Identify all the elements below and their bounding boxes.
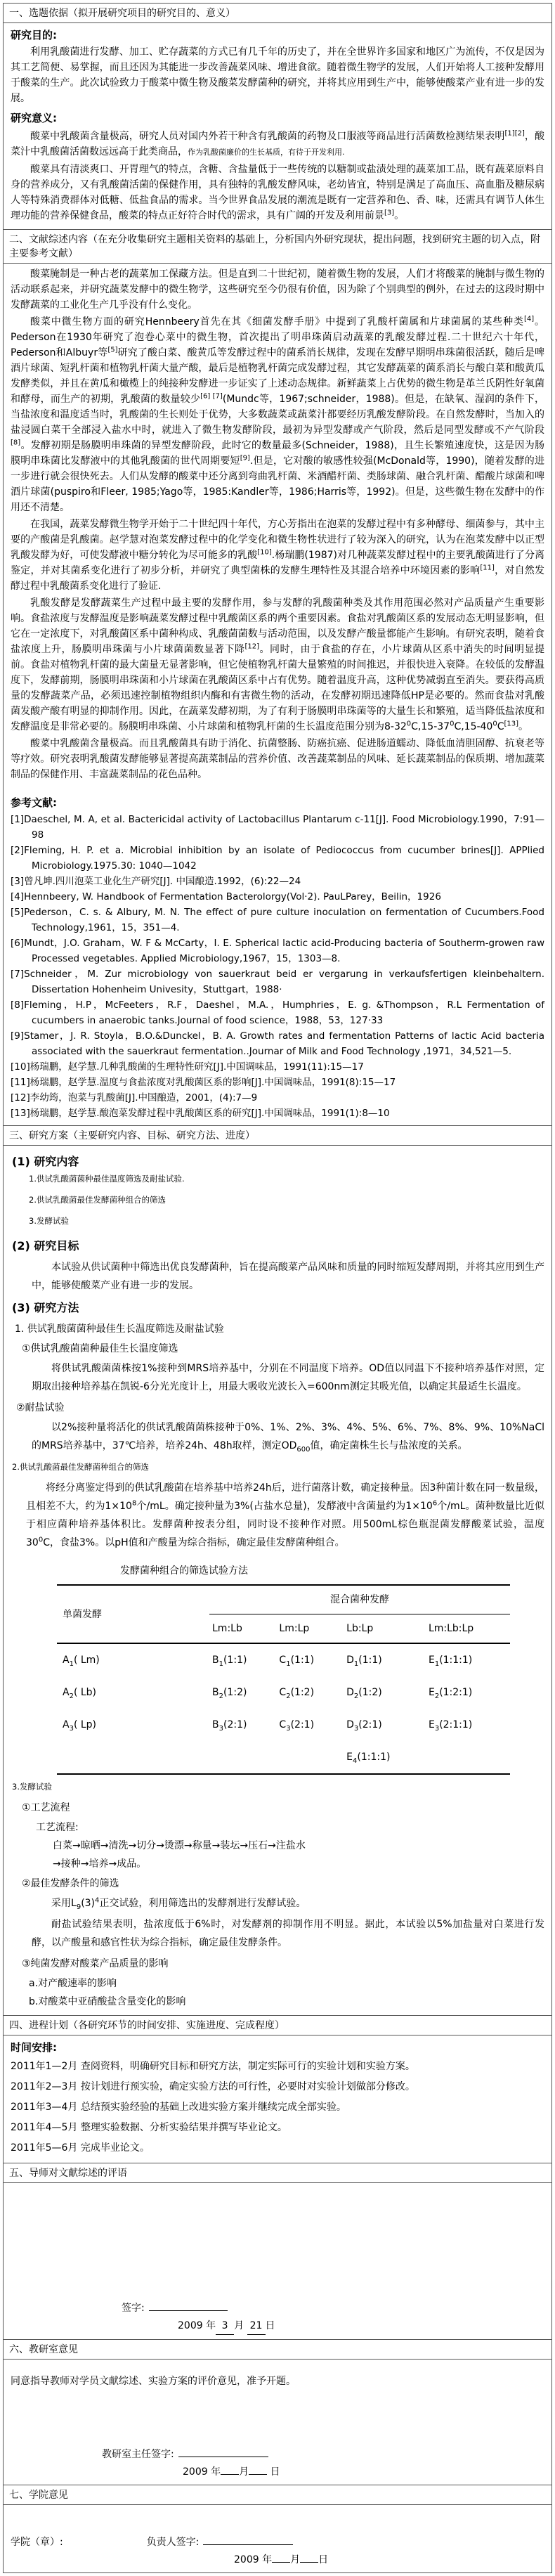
text-segment: C，食盐3%。以pH值和产酸量为综合指标，确定最佳发酵菌种组合。 — [43, 1537, 345, 1548]
cell-text: (1:2) — [358, 1687, 382, 1698]
table-cell — [276, 1643, 344, 1676]
cell-text: (2:1:1) — [439, 1719, 473, 1730]
section7-body — [4, 2505, 551, 2572]
sup-segment: 0 — [38, 1536, 44, 1544]
references-label: 参考文献: — [11, 796, 57, 809]
text-segment: 值，确定菌株生长与盐浓度的关系。 — [310, 1440, 468, 1451]
table-cell — [344, 1709, 426, 1741]
list-item: 2011年5—6月 完成毕业论文。 — [11, 2142, 150, 2154]
method1-title: 1. 供试乳酸菌菌种最佳生长温度筛选及耐盐试验 — [15, 1323, 224, 1335]
list-item: [1]Daeschel, M. A, et al. Bactericidal activity of Lactobacillus Plantarum c-11[J]. Food Microbiology.1990，7:91—98 — [11, 814, 544, 841]
table-row — [57, 1676, 510, 1709]
text-segment: 个/mL。菌种数量比近似于相应菌种培养基体积比。发酵菌种按表分组，同时设不接种作对照。用500mL棕色瓶混菌发酵酸菜试验，温度30 — [26, 1501, 544, 1548]
process-flow-line2: →接种→培养→成品。 — [53, 1858, 147, 1870]
sup-segment: [10] — [257, 548, 272, 557]
cell-text: (1:2:1) — [439, 1687, 473, 1698]
proposal-form — [3, 3, 552, 2573]
table-cell — [344, 1676, 426, 1709]
list-item: [3]曾凡坤.四川泡菜工业化生产研究[J]. 中国酿造.1992，(6):22—24 — [11, 876, 301, 887]
method3a-title: ①工艺流程 — [22, 1802, 70, 1813]
date-month-label: 月 — [239, 2466, 249, 2478]
list-item: [6]Mundt，J.O. Graham，W. F & McCarty，I. E. Spherical lactic acid-Producing bacteria of Southerm-growen raw Processed vegetables. Applied Microbiology,1967，15，1303—8. — [11, 938, 544, 964]
table-cell — [276, 1709, 344, 1741]
college-date-row — [11, 2551, 544, 2568]
sup-segment: [3] — [384, 209, 395, 217]
cell-text: 2 — [434, 1692, 440, 1700]
method1a-text: 将供试乳酸菌菌株按1%接种到MRS培养基中，分别在不同温度下培养。OD值以同温下不接种培养基作对照，定期取出接种培养基在凯锐-6分光光度计上，用最大吸收光波长入=600nm测定其吸光值，以确定其最适生长温度。 — [32, 1363, 544, 1392]
cell-text: 3 — [286, 1724, 291, 1733]
table-cell — [57, 1643, 209, 1676]
sup-segment: [9] — [240, 454, 250, 462]
text-segment: ，对自然发酵过程中乳酸菌系变化进行了验证. — [11, 565, 545, 592]
sup-segment: 4 — [95, 1896, 100, 1905]
method3b-text2: 耐盐试验结果表明，盐浓度低于6%时，对发酵剂的抑制作用不明显。据此，本试验以5%加盐量对白菜进行发酵，以产酸量和感官性状为综合指标，确定最佳发酵条件。 — [32, 1919, 544, 1948]
table-cell — [426, 1709, 510, 1741]
process-flow-label: 工艺流程: — [36, 1822, 79, 1833]
section2-body — [4, 264, 551, 1125]
date-month-label: 月 — [290, 2554, 301, 2565]
cell-text: (2:1) — [358, 1719, 382, 1730]
section5-header: 五、导师对文献综述的评语 — [4, 2163, 551, 2183]
list-item: [2]Fleming, H. P. et a. Microbial inhibition by an isolate of Pediococcus from cucumber brines[J]. APPlied Microbiology.1975.30: 1040—1042 — [11, 845, 544, 872]
method1b-text — [32, 1418, 544, 1455]
research-goal-text: 本试验从供试菌种中筛选出优良发酵菌种，旨在提高酸菜产品风味和质量的同时缩短发酵周期，并将其应用到生产中，能够使酸菜产业有进一步的发展。 — [32, 1262, 544, 1291]
date-year: 2009 年 — [183, 2466, 221, 2478]
cell-text: B — [212, 1719, 219, 1730]
cell-text: (1:1) — [223, 1655, 247, 1666]
table-cell — [209, 1741, 276, 1774]
text-segment: .杨瑞鹏(1987)对几种蔬菜发酵过程中的主要乳酸菌进行了分离鉴定，并对其菌系变化进行了初步分析，并研究了典型菌株的发酵生理特性及其混合培养中环境因素的影响 — [11, 550, 544, 576]
list-item: [9]Stamer，J. R. Stoyla，B.O.&Dunckel，B. A. Growth rates and fermentation Patterns of lactic Acid bacteria associated with the sauerkraut fermentation..Journar of Milk and Food Technology ,1971，34,521—5. — [11, 1030, 544, 1057]
text-segment: 在我国，蔬菜发酵微生物学开始于二十世纪四十年代，方心芳指出在泡菜的发酵过程中有多种酵母、细菌参与，其中主要的产酸菌是乳酸菌。赵学慧对泡菜发酵过程中的化学变化和微生物性状进行了较为深入的研究，认为在泡菜发酵中以正型乳酸发酵为好，可使发酵液中糖分转化为尽可能多的乳酸 — [11, 519, 544, 561]
list-item: [8]Fleming，H.P，McFeeters，R.F，Daeshel，M.A.，Humphries，E. g. &Thompson，R.L Fermentation of cucumbers in anaerobic tanks.Journal of food science，1988，53，127·33 — [11, 999, 544, 1026]
text-segment: C,15-40 — [454, 721, 493, 732]
sup-segment: [2] — [514, 129, 525, 138]
table-cell — [276, 1676, 344, 1709]
list-item: [12]李幼筠，泡菜与乳酸菌[J].中国酿造，2001，(4):7—9 — [11, 1092, 258, 1103]
method3c-title: ③纯菌发酵对酸菜产品质量的影响 — [22, 1958, 169, 1969]
column-header: Lm:Lp — [276, 1614, 344, 1644]
sup-segment: [13] — [504, 720, 519, 728]
list-item: [7]Schneider，M. Zur microbiology von sauerkraut beid er vergarung in verkaufsfertigen kleinbehaltern. Dissertation Hohenheim Univesity，Stuttgart，1988· — [11, 969, 544, 995]
significance-paragraph-2 — [11, 162, 544, 224]
date-month-label: 月 — [234, 2320, 244, 2331]
text-segment: 酸菜中乳酸菌含量极高。而且乳酸菌具有助于消化、抗菌整肠、防癌抗癌、促进肠道蠕动、降低血清胆固醇、抗衰老等等疗效。研究表明乳酸菌发酵能够显著提高蔬菜制品的营养价值、改善蔬菜制品的风味、延长蔬菜制品的保质期、增加蔬菜制品的保健作用、丰富蔬菜制品的花色品种。 — [11, 738, 544, 780]
table-cell — [426, 1643, 510, 1676]
combo-table-title: 发酵菌种组合的筛选试验方法 — [120, 1565, 248, 1577]
review-paragraph-4 — [11, 595, 544, 734]
text-segment: ，酸菜汁中乳酸菌活菌数远远高于此类商品， — [11, 131, 545, 157]
section-teaching-office-opinion — [4, 2340, 551, 2485]
sub-segment: 600 — [296, 1445, 311, 1454]
sup-segment: 6 — [432, 1499, 438, 1508]
cell-text: (1:2) — [290, 1687, 315, 1698]
research-significance-label: 研究意义: — [11, 112, 57, 124]
sup-segment: [8] — [11, 439, 21, 447]
sup-segment: [5] — [107, 346, 118, 354]
college-signature-row — [11, 2533, 544, 2551]
text-segment: 将经分离鉴定得到的供试乳酸菌在培养基中培养24h后，进行菌落计数，确定接种量。因3种菌计数在同一数量级，且相差不大，约为1×10 — [26, 1482, 544, 1512]
mixed-ferment-header: 混合菌种发酵 — [209, 1585, 510, 1614]
sup-segment: [6] [7] — [200, 392, 223, 401]
cell-text: (2:1) — [223, 1719, 247, 1730]
section3-body — [4, 1146, 551, 2015]
advisor-date-row — [11, 2317, 544, 2335]
sup-segment: [11] — [480, 564, 495, 572]
review-paragraph-1 — [11, 266, 544, 313]
signature-label: 签字: — [122, 2303, 145, 2314]
cell-text: (2:1) — [290, 1719, 315, 1730]
cell-text: 2 — [218, 1692, 223, 1700]
table-cell — [426, 1741, 510, 1774]
list-item: 2.供试乳酸菌最佳发酵菌种组合的筛选 — [29, 1195, 166, 1205]
research-content-items — [29, 1174, 544, 1226]
date-day-value — [249, 2474, 267, 2475]
list-item: [11]杨瑞鹏，赵学慧.温度与食盐浓度对乳酸菌区系的影响[J].中国调味品，1991(8):15—17 — [11, 1077, 396, 1088]
cell-text: D — [346, 1655, 354, 1666]
text-segment: C,15-37 — [411, 721, 450, 732]
cell-text: 4 — [353, 1756, 358, 1765]
cell-text: 1 — [434, 1659, 440, 1668]
signature-blank-line — [149, 2300, 228, 2311]
text-segment: 正交试验，利用筛选出的发酵剂进行发酵试验。 — [99, 1898, 306, 1909]
section3-header: 三、研究方案（主要研究内容、目标、研究方法、进度） — [4, 1126, 551, 1146]
cell-text: (1:1) — [358, 1655, 382, 1666]
method1a-title: ①供试乳酸菌菌种最佳生长温度筛选 — [22, 1343, 178, 1354]
table-row — [57, 1643, 510, 1676]
list-item: 2011年2—3月 按计划进行预实验，确定实验方法的可行性，必要时对实验计划做部分修改。 — [11, 2081, 415, 2092]
sup-segment: 0 — [406, 720, 412, 728]
section7-header: 七、学院意见 — [4, 2485, 551, 2505]
column-header: Lm:Lb:Lp — [426, 1614, 510, 1644]
text-segment: 。发酵初期是肠膜明串珠菌的异型发酵阶段，此时它的数量最多(Schneider，1988)，且生长繁殖速度快，这是因为肠膜明串珠菌比发酵液中的其他乳酸菌的世代周期要短 — [11, 440, 544, 467]
method3c-item-b: b.对酸菜中亚硝酸盐含量变化的影响 — [29, 1996, 186, 2007]
section-topic-basis — [4, 4, 551, 230]
cell-text: C — [279, 1655, 287, 1666]
table-cell — [57, 1676, 209, 1709]
cell-text: 3 — [353, 1724, 359, 1733]
cell-text: (1:1) — [290, 1655, 315, 1666]
cell-text: ( Lp) — [73, 1719, 97, 1730]
cell-text: (1:2) — [223, 1687, 247, 1698]
list-item: [13]杨瑞鹏，赵学慧.酸泡菜发酵过程中乳酸菌区系的研究[J].中国调味品，1991(1):8—10 — [11, 1108, 390, 1119]
cell-text: 3 — [218, 1724, 223, 1733]
sup-segment: [1] — [504, 129, 515, 138]
sup-segment: 8 — [131, 1499, 137, 1508]
cell-text: 3 — [69, 1724, 74, 1733]
list-item: 2011年3—4月 总结预实验经验的基础上改进实验方案并继续完成全部实验。 — [11, 2102, 346, 2113]
research-method-label: (3) 研究方法 — [12, 1301, 79, 1314]
text-segment: 酸菜中乳酸菌含量极高，研究人员对国内外若干种含有乳酸菌的药物及口服液等商品进行活菌数检测结果表明 — [30, 131, 505, 142]
text-segment: 酸菜中微生物方面的研究Hennbeery首先在其《细菌发酵手册》中提到了乳酸杆菌属和片球菌属的某些种类 — [30, 316, 524, 328]
date-day-label: 日 — [318, 2554, 329, 2565]
cell-text: D — [346, 1687, 354, 1698]
cell-text: C — [279, 1687, 287, 1698]
references-list — [11, 812, 544, 1121]
text-segment: (Mundc等，1967;schneider，1988)。但是，在缺氧、湿润的条件下，当盐浓度和温度适当时，乳酸菌的生长则处于优势，大多数蔬菜或蔬菜汁都要经历乳酸发酵阶段。在自然发酵时，当加入的盐浸圆白菜干全部浸入盐水中时，就进入了微生物发酵阶段，最初为异型发酵或产气阶段，然后是同型发酵或不产气阶段 — [11, 394, 544, 436]
text-segment: (3) — [81, 1898, 96, 1909]
list-item: 2011年1—2月 查阅资料，明确研究目标和研究方法，制定实际可行的实验计划和实验方案。 — [11, 2061, 415, 2072]
method2-title: 2.供试乳酸菌最佳发酵菌种组合的筛选 — [12, 1462, 149, 1472]
cell-text: ( Lb) — [73, 1687, 97, 1698]
method2-text — [26, 1479, 544, 1552]
cell-text: E — [428, 1687, 435, 1698]
combo-table — [57, 1584, 510, 1775]
table-cell — [344, 1741, 426, 1774]
date-day-value — [300, 2562, 318, 2563]
table-cell — [276, 1741, 344, 1774]
date-day-value: 21 — [247, 2317, 266, 2335]
list-item: [10]杨瑞鹏，赵学慧.几种乳酸菌的生理特性研究[J].中国调味品，1991(11):15—17 — [11, 1061, 364, 1073]
combo-table-wrap — [57, 1562, 510, 1775]
table-row — [57, 1585, 510, 1614]
small-segment: 作为乳酸菌廉价的生长基质，有待于开发利用. — [188, 148, 345, 157]
section6-body — [4, 2360, 551, 2485]
cell-text: B — [212, 1687, 219, 1698]
section-college-opinion — [4, 2485, 551, 2572]
single-ferment-header: 单菌发酵 — [57, 1585, 209, 1643]
text-segment: C — [497, 721, 504, 732]
sup-segment: [12] — [244, 642, 260, 651]
schedule-list — [11, 2057, 544, 2158]
signature-blank-line — [178, 2447, 268, 2457]
cell-text: E — [428, 1655, 435, 1666]
date-year: 2009 年 — [178, 2320, 216, 2331]
table-cell — [209, 1676, 276, 1709]
text-segment: 。同时，由于食盐的存在，小片球菌从区系中消失的时间明显提前。食盐对植物乳杆菌的最大菌量无显著影响，但它使植物乳杆菌大量繁殖的时间推迟，并很快进入衰降。在较低的发酵温度下，发酵前期，肠膜明串珠菌和小片球菌在乳酸菌区系中占有优势。随着温度升高，这种优势减弱直至消失。要获得高质量的发酵蔬菜产品，必须迅速控制植物组织内酶和有害微生物的活动，在发酵初期迅速降低HP是必要的。然而食盐对乳酸菌发酸产酸有明显的抑制作用。因此，在蔬菜发酵初期，为了有利于肠膜明串珠菌等的大量生长和繁殖，适当降低盐浓度和发酵温度是非常必要的。肠膜明串珠菌、小片球菌和植物乳杆菌的生长温度范围分别为8-32 — [11, 644, 544, 732]
date-month-value: 3 — [216, 2317, 234, 2335]
section-schedule — [4, 2016, 551, 2163]
research-purpose-text: 利用乳酸菌进行发酵、加工、贮存蔬菜的方式已有几千年的历史了，并在全世界许多国家和地区广为流传，不仅是因为其工艺简便、易掌握，而且还因为其能进一步改善蔬菜风味、增进食欲。随着微生物学的发展，人们开始将人工接种发酵用于酸菜的生产。此次试验致力于酸菜中微生物及酸菜发酵菌种的研究，并将其应用到生产中，能够使酸菜产业有进一步的发展。 — [11, 46, 544, 104]
list-item: 3.发酵试验 — [29, 1216, 69, 1226]
research-content-label: (1) 研究内容 — [12, 1155, 79, 1168]
sup-segment: 0 — [492, 720, 497, 728]
cell-text: C — [279, 1719, 287, 1730]
text-segment: 。Pederson在1930年研究了泡卷心菜中的微生物，首次提出了明串珠菌启动蔬菜的乳酸发酵过程.二十世纪六十年代，Pederson和Albuyr等 — [11, 316, 545, 358]
text-segment: 酸菜腌制是一种古老的蔬菜加工保藏方法。但是直到二十世纪初，随着微生物的发展，人们才将酸菜的腌制与微生物的活动联系起来，并研究蔬菜发酵中的微生物学，这些研究至今仍很有价值，因为除了个别典型的例外，在过去的这段时期中发酵蔬菜的工业化生产几乎没有什么变化。 — [11, 268, 544, 311]
review-paragraph-3 — [11, 517, 544, 594]
date-month-value — [272, 2562, 290, 2563]
schedule-label: 时间安排: — [11, 2041, 57, 2054]
text-segment: 乳酸发酵是发酵蔬菜生产过程中最主要的发酵作用，参与发酵的乳酸菌种类及其作用范围必然对产品质量产生重要影响。食盐浓度与发酵温度是影响蔬菜发酵过程中乳酸菌区系的两个重要因素。食盐对乳酸菌区系的发展动态无明显影响，但它在一定浓度下，对乳酸菌区系中菌种构成、乳酸菌菌数与活动范围，以及发酵产酸量都能产生影响。有研究表明，随着食盐浓度上升，肠膜明串珠菌与小片球菌菌数显著下降 — [11, 597, 544, 655]
cell-text: 1 — [353, 1659, 359, 1668]
section1-header: 一、选题依据（拟开展研究项目的研究目的、意义） — [4, 4, 551, 23]
sup-segment: [4] — [523, 315, 535, 323]
column-header: Lb:Lp — [344, 1614, 426, 1644]
section1-body — [4, 23, 551, 229]
list-item: [4]Hennbeery, W. Handbook of Fermentation Bacterolorgy(Vol·2). PauLParey，Beilin，1926 — [11, 891, 441, 902]
table-cell — [426, 1676, 510, 1709]
table-row — [57, 1709, 510, 1741]
section5-body — [4, 2183, 551, 2339]
cell-text: 3 — [434, 1724, 440, 1733]
cell-text: 1 — [286, 1659, 291, 1668]
review-paragraph-5 — [11, 736, 544, 782]
section6-header: 六、教研室意见 — [4, 2340, 551, 2360]
advisor-signature-row — [11, 2299, 544, 2317]
cell-text: 1 — [218, 1659, 223, 1668]
college-seal-label: 学院（章）: — [11, 2537, 63, 2548]
cell-text: ( Lm) — [73, 1655, 100, 1666]
section-research-plan — [4, 1126, 551, 2016]
section-advisor-comment — [4, 2163, 551, 2340]
method3c-item-a: a.对产酸速率的影响 — [29, 1978, 117, 1989]
cell-text: 1 — [69, 1659, 74, 1668]
cell-text: (1:1:1) — [439, 1655, 473, 1666]
date-year: 2009 年 — [234, 2554, 273, 2565]
significance-paragraph-1 — [11, 129, 544, 160]
text-segment: 采用L — [51, 1898, 77, 1909]
table-cell — [344, 1643, 426, 1676]
date-day-label: 日 — [270, 2466, 280, 2478]
method3b-text1 — [32, 1894, 544, 1912]
research-purpose-label: 研究目的: — [11, 29, 57, 41]
signature-blank-line — [203, 2535, 293, 2545]
text-segment: .但是，它对酸的敏感性较强(McDonald等，1990)，随着发酵的进一步进行就会很快死去。人们从发酵的酸菜中还分离到弯曲乳杆菌、米酒醋杆菌、类肠球菌、融合乳杆菌、醋酸片球菌和啤酒片球菌(puspiro和Fleer, 1985;Yago等，1985:Kandler等，1986;Harris等，1992)。但是，这些微生物在发酵中的作用还不清楚。 — [11, 455, 544, 513]
research-goal-label: (2) 研究目标 — [12, 1239, 79, 1253]
text-segment: 个/mL。确定接种量为3%(占盐水总量)，发酵液中含菌量约为1×10 — [136, 1501, 433, 1512]
column-header: Lm:Lb — [209, 1614, 276, 1644]
cell-text: A — [63, 1687, 70, 1698]
cell-text: 2 — [286, 1692, 291, 1700]
table-cell — [57, 1709, 209, 1741]
sup-segment: 0 — [450, 720, 455, 728]
section-literature-review — [4, 230, 551, 1126]
signature-label: 负责人签字: — [146, 2537, 200, 2548]
method3-title: 3.发酵试验 — [12, 1782, 52, 1792]
text-segment: 酸菜具有清淡爽口、开胃理气的特点，含糖、含盐量低于一些传统的以糖制或盐渍处理的蔬菜加工品，既有蔬菜原料自身的营养成分，又有乳酸菌活菌的保健作用，具有独特的乳酸发酵风味，老幼皆宜，特别是满足了高血压、高血脂及糖尿病人等特殊消费群体对低糖、低盐食品的需求。当今世界食品发展的潮流是既有一定营养和色、香、味，还需具有调节人体生理功能的营养保健食品，酸菜的特点正好符合时代的需求，具有广阔的开发及利用前景 — [11, 164, 544, 221]
list-item: [5]Pederson，C. s. & Albury, M. N. The effect of pure culture inoculation on fermentation of Cucumbers.Food Technology,1961，15，351—4. — [11, 907, 544, 933]
process-flow-line1: 白菜→晾晒→清洗→切分→烫漂→称量→装坛→压石→注盐水 — [53, 1840, 306, 1851]
text-segment: 。 — [518, 721, 529, 732]
list-item: 2011年4—5月 整理实验数据、分析实验结果并撰写毕业论文。 — [11, 2122, 287, 2133]
section4-header: 四、进程计划（各研究环节的时间安排、实施进度、完成程度） — [4, 2016, 551, 2035]
office-comment-text: 同意指导教师对学员文献综述、实验方案的评价意见，准予开题。 — [11, 2376, 296, 2387]
office-date-row — [11, 2464, 544, 2480]
table-cell — [209, 1643, 276, 1676]
sub-segment: 9 — [76, 1903, 81, 1911]
text-segment: 研究了酸白菜、酸黄瓜等发酵过程中的菌系消长规律，发现在发酵早期明串珠菌很活跃，随后是啤酒片球菌、短乳杆菌和植物乳杆菌大量产酸，最后是植物乳杆菌完成发酵过程，其它发酵蔬菜的菌系消长与酸白菜和酸黄瓜发酵类似，并且在黄瓜和橄榄上的纯接种发酵进一步证实了上述动态规律。新鲜蔬菜上占优势的微生物是革兰氏阴性好氧菌和酵母，而生产的初期，乳酸菌的数量较少 — [11, 347, 545, 405]
method3b-title: ②最佳发酵条件的筛选 — [22, 1878, 119, 1889]
cell-text: E — [346, 1752, 353, 1763]
cell-text: B — [212, 1655, 219, 1666]
cell-text: A — [63, 1655, 70, 1666]
list-item: 1.供试乳酸菌菌种最佳温度筛选及耐盐试验. — [29, 1174, 185, 1184]
date-day-label: 日 — [265, 2320, 275, 2331]
method1b-title: ②耐盐试验 — [16, 1402, 65, 1413]
table-row — [57, 1741, 510, 1774]
text-segment: 以2%接种量将活化的供试乳酸菌菌株接种于0%、1%、2%、3%、4%、5%、6%、7%、8%、9%、10%NaCl的MRS培养基中，37℃培养，培养24h、48h取样，测定OD — [32, 1422, 544, 1451]
review-paragraph-2 — [11, 314, 544, 515]
table-cell — [57, 1741, 209, 1774]
text-segment: 。 — [394, 210, 405, 221]
table-cell — [209, 1709, 276, 1741]
cell-text: A — [63, 1719, 70, 1730]
section2-header: 二、文献综述内容（在充分收集研究主题相关资料的基础上，分析国内外研究现状，提出问题，找到研究主题的切入点，附主要参考文献） — [4, 230, 551, 264]
cell-text: (1:1:1) — [357, 1752, 391, 1763]
section4-body — [4, 2035, 551, 2163]
cell-text: 2 — [353, 1692, 359, 1700]
signature-label: 教研室主任签字: — [102, 2449, 174, 2460]
cell-text: D — [346, 1719, 354, 1730]
office-signature-row — [11, 2445, 544, 2464]
date-month-value — [221, 2474, 239, 2475]
cell-text: E — [428, 1719, 435, 1730]
cell-text: 2 — [69, 1692, 74, 1700]
